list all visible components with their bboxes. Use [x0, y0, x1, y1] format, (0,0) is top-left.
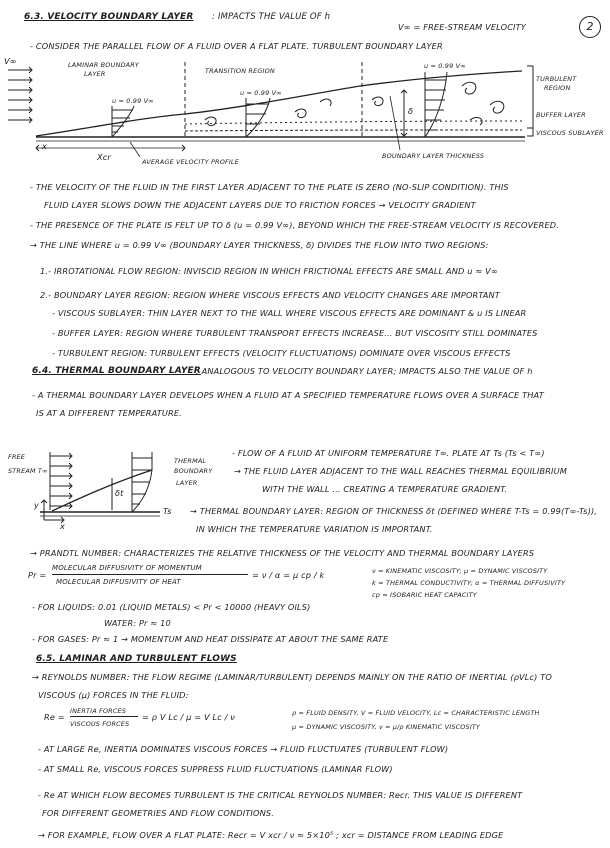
u-laminar-label: u = 0.99 V∞ — [112, 97, 154, 105]
prandtl-eq-lhs: Pr = — [28, 570, 47, 580]
section-63-subtitle: : IMPACTS THE VALUE OF h — [212, 12, 331, 22]
buffer-label: BUFFER LAYER — [536, 111, 586, 119]
delta-label: δ — [408, 106, 414, 116]
transition-label: TRANSITION REGION — [205, 67, 275, 75]
body-line: 1.- IRROTATIONAL FLOW REGION: INVISCID REGION IN WHICH FRICTIONAL EFFECTS ARE SMALL AND u ≈ V∞ — [40, 266, 498, 276]
viscous-label: VISCOUS SUBLAYER — [536, 129, 604, 137]
freestream-note: V∞ = FREE-STREAM VELOCITY — [398, 22, 526, 32]
reynolds-eq-lhs: Re = — [44, 712, 65, 722]
prandtl-gases: - FOR GASES: Pr ≈ 1 → MOMENTUM AND HEAT DISSIPATE AT ABOUT THE SAME RATE — [32, 634, 389, 644]
prandtl-fraction-bar — [52, 574, 248, 575]
body-line: FLUID LAYER SLOWS DOWN THE ADJACENT LAYERS DUE TO FRICTION FORCES → VELOCITY GRADIENT — [44, 200, 476, 210]
thermal-body-line: WITH THE WALL ... CREATING A TEMPERATURE GRADIENT. — [262, 484, 508, 494]
thermal-body-line: - FLOW OF A FLUID AT UNIFORM TEMPERATURE T∞. PLATE AT Ts (Ts < T∞) — [232, 448, 545, 458]
ts-label: Ts — [163, 506, 172, 516]
body-line: - THE VELOCITY OF THE FLUID IN THE FIRST LAYER ADJACENT TO THE PLATE IS ZERO (NO-SLIP CONDITION). THIS — [30, 182, 509, 192]
prandtl-eq-ratio: = ν / α = μ cp / k — [252, 570, 325, 580]
v-inf-label: V∞ — [4, 56, 17, 66]
reynolds-def-2: μ = DYNAMIC VISCOSITY, ν = μ/ρ KINEMATIC VISCOSITY — [292, 723, 481, 731]
boundary-label: BOUNDARY — [174, 467, 213, 475]
turbulent-label-2: REGION — [544, 84, 571, 92]
section-64-heading: 6.4. THERMAL BOUNDARY LAYER — [32, 366, 201, 376]
reynolds-line-7: → FOR EXAMPLE, FLOW OVER A FLAT PLATE: Recr = V xcr / ν ≈ 5×10⁵ ; xcr = DISTANCE FROM LEADING EDGE — [38, 830, 504, 840]
body-line: → THE LINE WHERE u = 0.99 V∞ (BOUNDARY LAYER THICKNESS, δ) DIVIDES THE FLOW INTO TWO REGIONS: — [30, 240, 489, 250]
reynolds-line-5: - Re AT WHICH FLOW BECOMES TURBULENT IS THE CRITICAL REYNOLDS NUMBER: Recr. THIS VALUE IS DIFFERENT — [38, 790, 523, 800]
reynolds-eq-rhs: = ρ V Lc / μ = V Lc / ν — [142, 712, 236, 722]
section-64-line-1: - A THERMAL BOUNDARY LAYER DEVELOPS WHEN A FLUID AT A SPECIFIED TEMPERATURE FLOWS OVER A SURFACE THAT — [32, 390, 544, 400]
prandtl-def-3: cp = ISOBARIC HEAT CAPACITY — [372, 591, 477, 599]
prandtl-line: → PRANDTL NUMBER: CHARACTERIZES THE RELATIVE THICKNESS OF THE VELOCITY AND THERMAL BOUNDARY LAYERS — [30, 548, 535, 558]
x-label-2: x — [60, 521, 65, 531]
avg-profile-label: AVERAGE VELOCITY PROFILE — [142, 158, 239, 166]
section-63-heading: 6.3. VELOCITY BOUNDARY LAYER — [24, 12, 194, 22]
prandtl-water: WATER: Pr ≈ 10 — [104, 618, 171, 628]
body-line: - TURBULENT REGION: TURBULENT EFFECTS (VELOCITY FLUCTUATIONS) DOMINATE OVER VISCOUS EFFECTS — [52, 348, 511, 358]
reynolds-line-1: → REYNOLDS NUMBER: THE FLOW REGIME (LAMINAR/TURBULENT) DEPENDS MAINLY ON THE RATIO OF INERTIAL (ρVLc) TO — [32, 672, 552, 682]
free-label: FREE — [8, 453, 26, 461]
prandtl-def-1: ν = KINEMATIC VISCOSITY; μ = DYNAMIC VISCOSITY — [372, 567, 548, 575]
laminar-label-2: LAYER — [84, 70, 106, 78]
thermal-body-line: → THE FLUID LAYER ADJACENT TO THE WALL REACHES THERMAL EQUILIBRIUM — [234, 466, 567, 476]
thermal-label: THERMAL — [174, 457, 207, 465]
bl-thickness-label: BOUNDARY LAYER THICKNESS — [382, 152, 485, 160]
section-64-subtitle: : ANALOGOUS TO VELOCITY BOUNDARY LAYER; IMPACTS ALSO THE VALUE OF h — [196, 366, 533, 376]
reynolds-line-3: - AT LARGE Re, INERTIA DOMINATES VISCOUS FORCES → FLUID FLUCTUATES (TURBULENT FLOW) — [38, 744, 449, 754]
u-transition-label: u = 0.99 V∞ — [240, 89, 282, 97]
reynolds-fraction-bar — [70, 716, 138, 717]
reynolds-eq-den: VISCOUS FORCES — [70, 720, 130, 728]
prandtl-eq-den: MOLECULAR DIFFUSIVITY OF HEAT — [56, 578, 181, 586]
reynolds-eq-num: INERTIA FORCES — [70, 707, 127, 715]
section-63-intro: - CONSIDER THE PARALLEL FLOW OF A FLUID OVER A FLAT PLATE. TURBULENT BOUNDARY LAYER — [30, 41, 443, 51]
section-65-heading: 6.5. LAMINAR AND TURBULENT FLOWS — [36, 654, 237, 664]
stream-label: STREAM T∞ — [8, 467, 48, 475]
body-line: - THE PRESENCE OF THE PLATE IS FELT UP TO δ (u = 0.99 V∞), BEYOND WHICH THE FREE-STREAM VELOCITY IS RECOVERED. — [30, 220, 560, 230]
reynolds-def-1: ρ = FLUID DENSITY, V = FLUID VELOCITY, Lc = CHARACTERISTIC LENGTH — [292, 709, 540, 717]
body-line: - VISCOUS SUBLAYER: THIN LAYER NEXT TO THE WALL WHERE VISCOUS EFFECTS ARE DOMINANT & u IS LINEAR — [52, 308, 527, 318]
thermal-body-line: → THERMAL BOUNDARY LAYER: REGION OF THICKNESS δt (DEFINED WHERE T-Ts = 0.99(T∞-Ts)), — [190, 506, 598, 516]
layer-label: LAYER — [176, 479, 198, 487]
prandtl-eq-num: MOLECULAR DIFFUSIVITY OF MOMENTUM — [52, 564, 202, 572]
prandtl-def-2: k = THERMAL CONDUCTIVITY; α = THERMAL DIFFUSIVITY — [372, 579, 566, 587]
laminar-label: LAMINAR BOUNDARY — [68, 61, 140, 69]
body-line: - BUFFER LAYER: REGION WHERE TURBULENT TRANSPORT EFFECTS INCREASE... BUT VISCOSITY STILL DOMINATES — [52, 328, 538, 338]
body-line: 2.- BOUNDARY LAYER REGION: REGION WHERE VISCOUS EFFECTS AND VELOCITY CHANGES ARE IMPORTANT — [40, 290, 500, 300]
reynolds-line-2: VISCOUS (μ) FORCES IN THE FLUID: — [38, 690, 189, 700]
delta-t-label: δt — [115, 488, 124, 498]
x-label: x — [42, 141, 47, 151]
xcr-label: Xcr — [97, 152, 111, 162]
reynolds-line-6: FOR DIFFERENT GEOMETRIES AND FLOW CONDITIONS. — [42, 808, 274, 818]
thermal-body-line: IN WHICH THE TEMPERATURE VARIATION IS IMPORTANT. — [196, 524, 433, 534]
y-label: y — [34, 500, 39, 510]
page-number: 2 — [579, 16, 601, 38]
turbulent-label: TURBULENT — [536, 75, 577, 83]
u-turbulent-label: u = 0.99 V∞ — [424, 62, 466, 70]
reynolds-line-4: - AT SMALL Re, VISCOUS FORCES SUPPRESS FLUID FLUCTUATIONS (LAMINAR FLOW) — [38, 764, 393, 774]
prandtl-liquids: - FOR LIQUIDS: 0.01 (LIQUID METALS) < Pr < 10000 (HEAVY OILS) — [32, 602, 311, 612]
section-64-line-2: IS AT A DIFFERENT TEMPERATURE. — [36, 408, 182, 418]
